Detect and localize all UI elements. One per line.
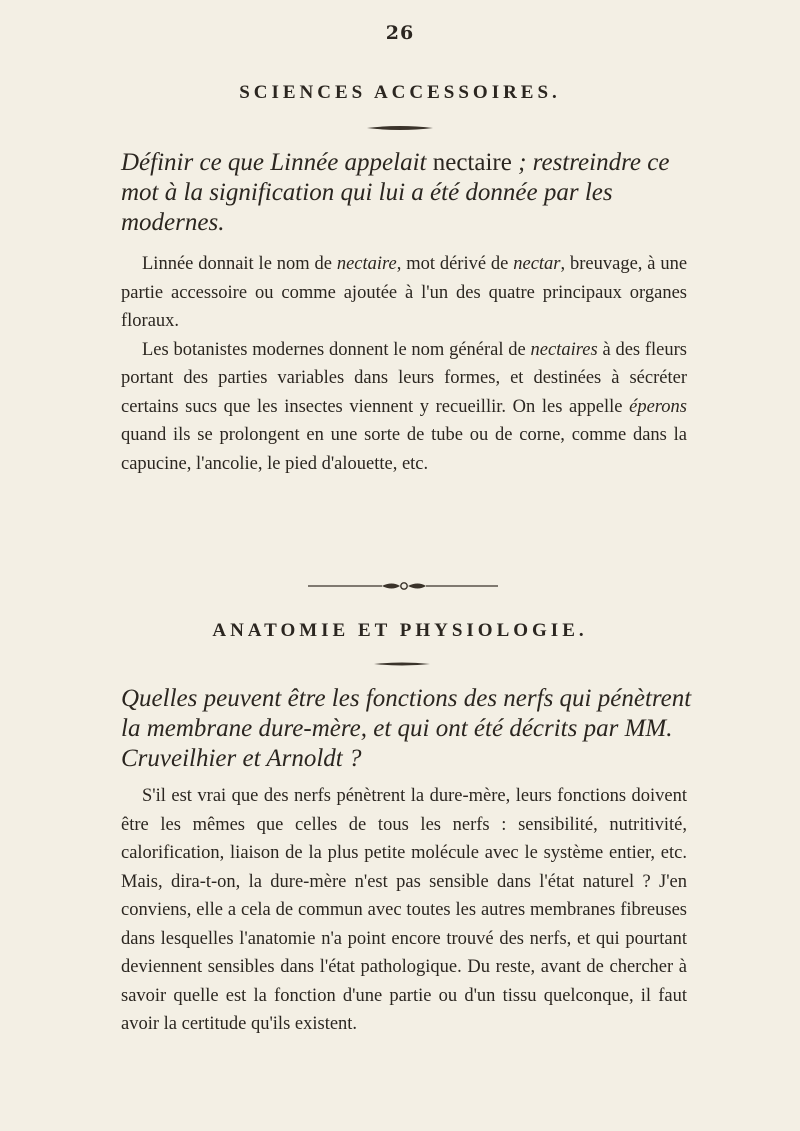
answer-nerfs	[121, 782, 687, 1039]
text-run: , breuvage, à une partie accessoire ou comme ajoutée à l'un des quatre principaux organes floraux.	[121, 254, 688, 331]
short-rule-ornament	[365, 124, 435, 134]
text-run: Linnée donnait le nom de	[142, 254, 332, 274]
paragraph-linnee	[121, 250, 687, 336]
question-keyword: nectaire	[432, 149, 512, 176]
question-nerfs: Quelles peuvent être les fonctions des nerfs qui pénètrent la membrane dure-mère, et qui ont été décrits par MM. Cruveilhier et Arnoldt ?	[121, 685, 692, 772]
question-text-part1: Définir ce que Linnée appelait	[121, 149, 427, 176]
italic-term: nectaires	[530, 339, 598, 360]
italic-term: nectaire	[336, 254, 397, 274]
section-divider-ornament	[308, 578, 498, 597]
question-nectaire	[121, 148, 711, 238]
short-rule-ornament	[372, 661, 432, 671]
question-text-part2: ; restreindre ce mot à la signification qui lui a été donnée par les modernes.	[121, 149, 670, 236]
paragraph-dure-mere: S'il est vrai que des nerfs pénètrent la dure-mère, leurs fonctions doivent être les mêmes que celles de tous les nerfs : sensibilité, nutritivité, calorification, liaison de la plus petite molécule avec le système entier, etc. Mais, dira-t-on, la dure-mère n'est pas sensible dans l'état naturel ? J'en conviens, elle a cela de commun avec toutes les autres membranes fibreuses dans lesquelles l'anatomie n'a point encore trouvé des nerfs, et qui pourtant deviennent sensibles dans l'état pathologique. Du reste, avant de chercher à savoir quelle est la fonction d'une partie ou d'un tissu quelconque, il faut avoir la certitude qu'ils existent.	[121, 786, 687, 1034]
text-run: Les botanistes modernes donnent le nom général de	[142, 339, 526, 360]
answer-nectaire	[121, 250, 687, 478]
paragraph-botanistes	[121, 336, 687, 479]
italic-term: éperons	[629, 396, 687, 417]
section-heading-sciences: SCIENCES ACCESSOIRES.	[239, 82, 561, 103]
text-run: , mot dérivé de	[396, 254, 509, 274]
text-run: quand ils se prolongent en une sorte de tube ou de corne, comme dans la capucine, l'ancolie, le pied d'alouette, etc.	[121, 425, 687, 474]
page-number: 26	[385, 22, 415, 44]
text-run: à des fleurs portant des parties variables dans leurs formes, et destinées à sécréter certains sucs que les insectes viennent y recueillir. On les appelle	[121, 339, 688, 417]
italic-term: nectar	[513, 254, 561, 274]
section-heading-anatomie: ANATOMIE ET PHYSIOLOGIE.	[212, 620, 588, 641]
